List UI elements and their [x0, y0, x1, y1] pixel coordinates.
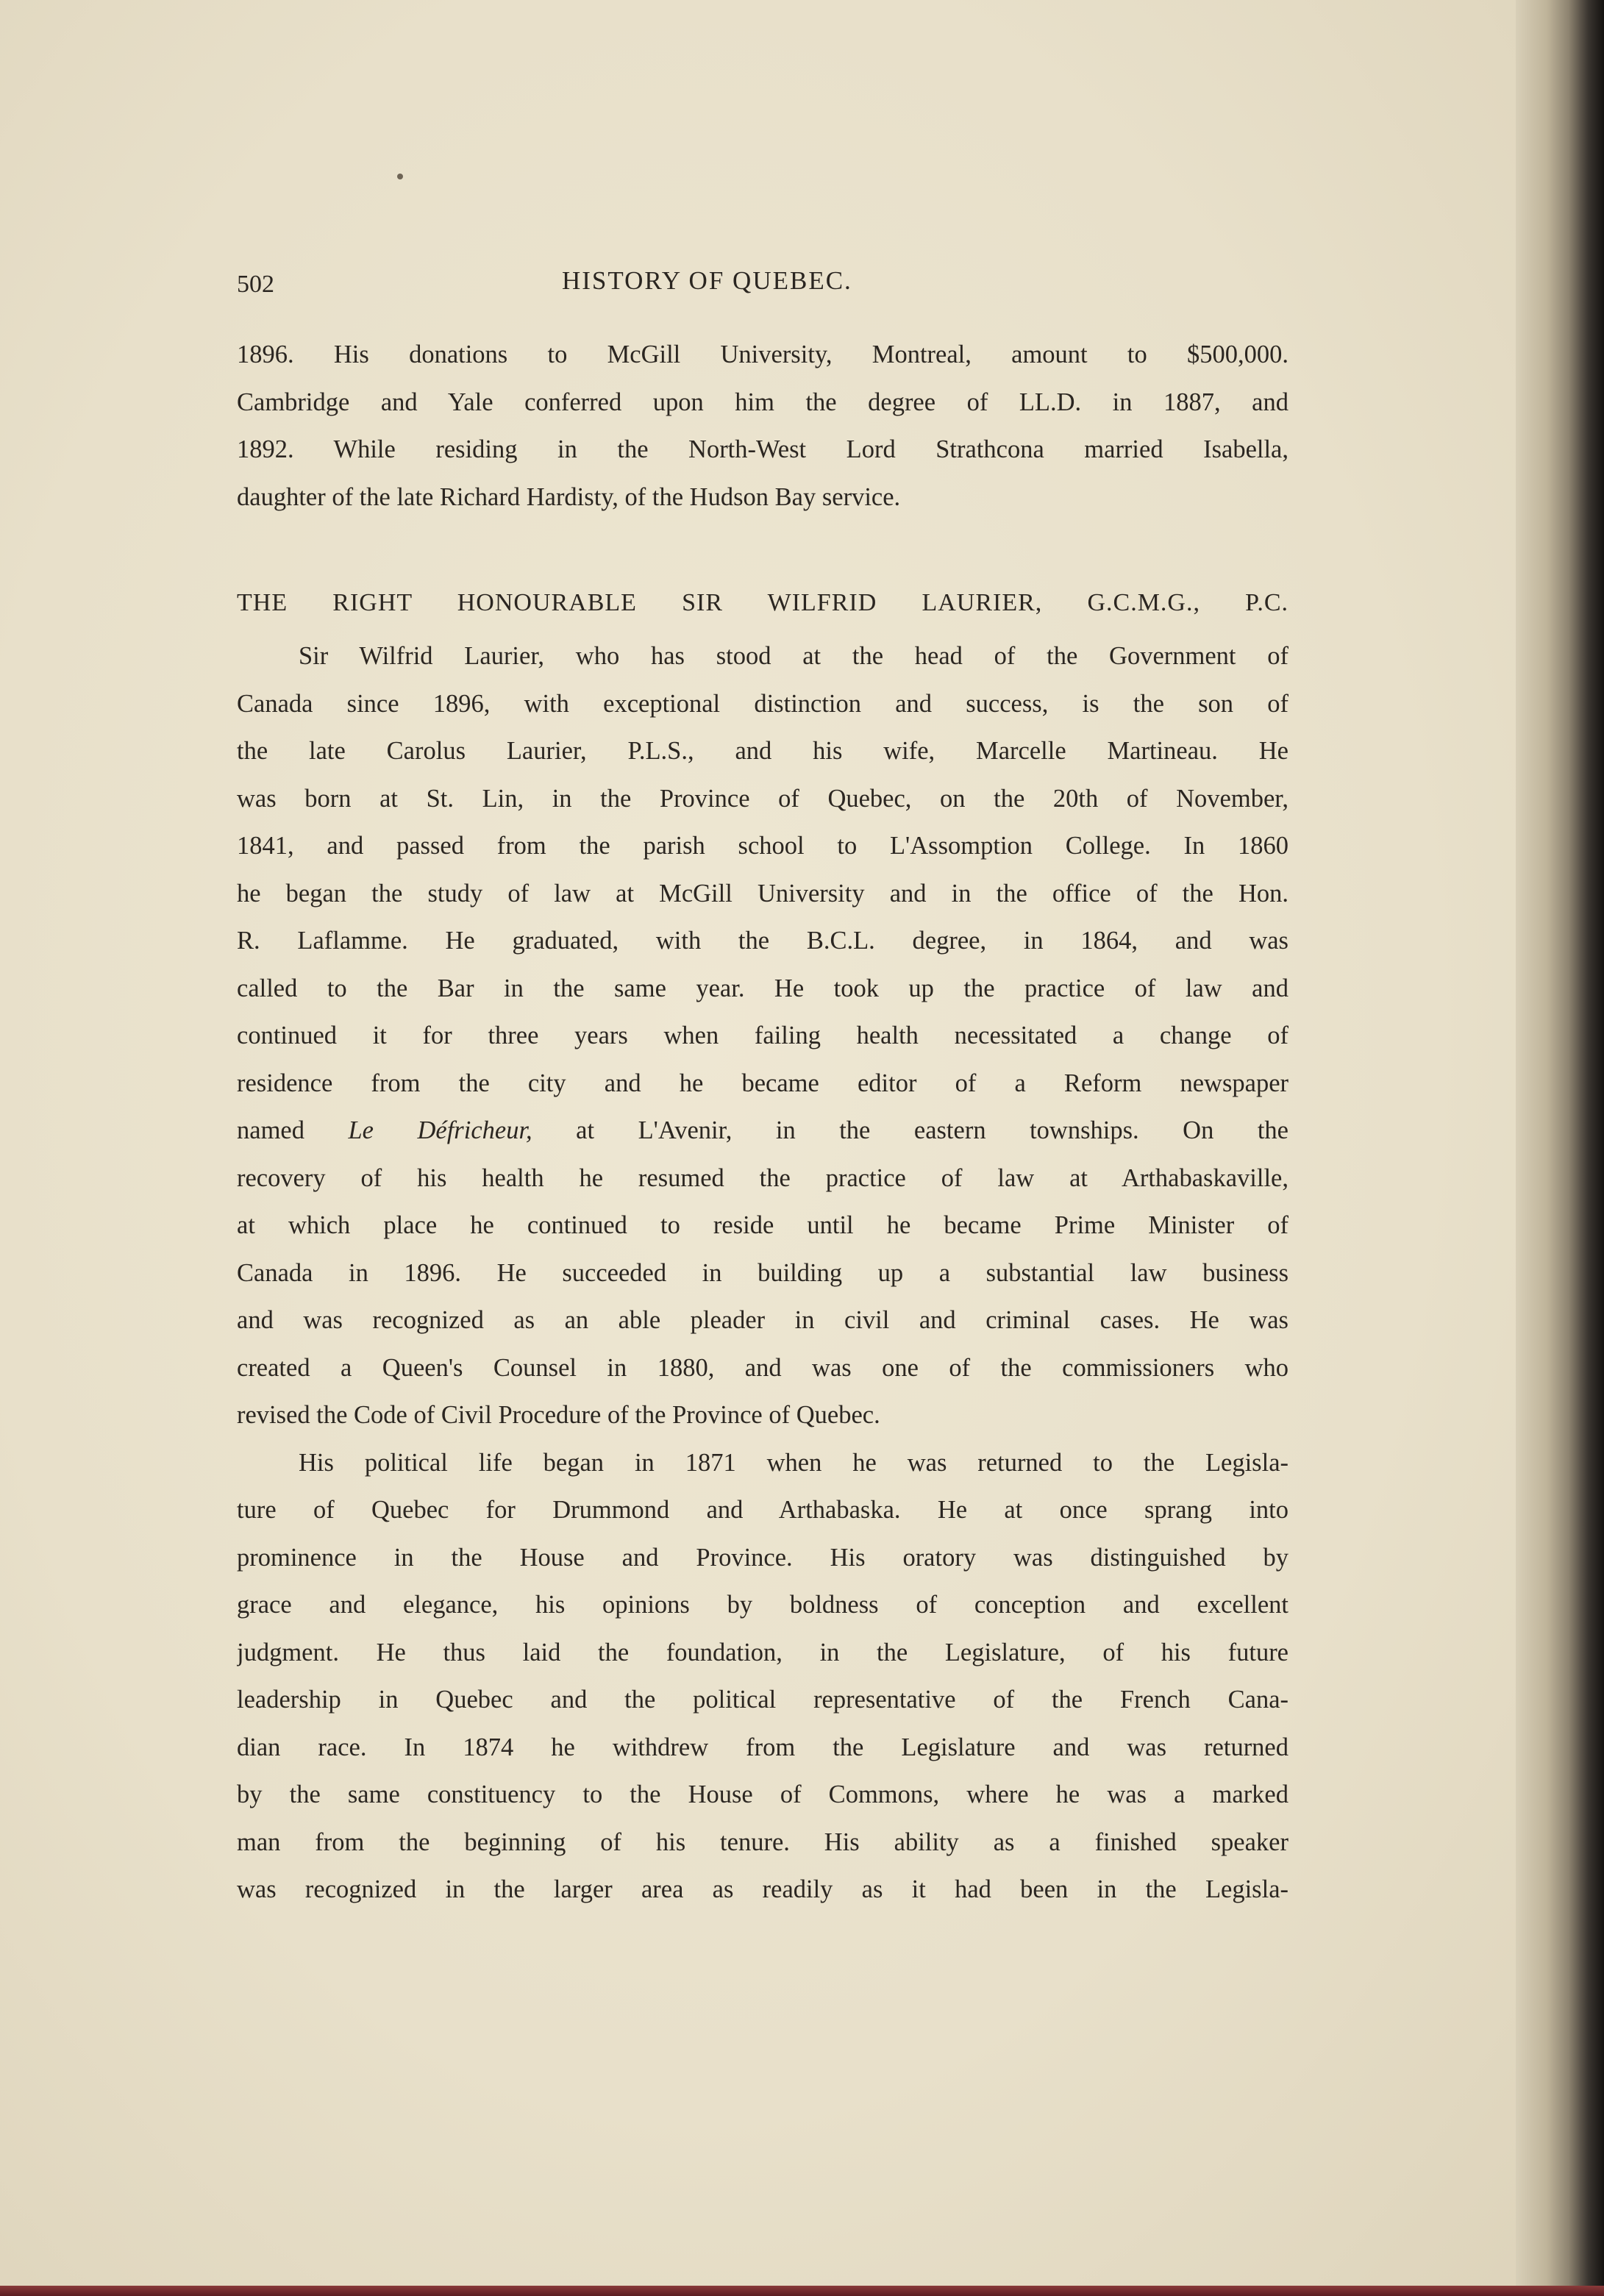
- text-line: judgment. He thus laid the foundation, in the Legislature, of his future: [237, 1638, 1288, 1666]
- text-line: he began the study of law at McGill University and in the office of the Hon.: [237, 879, 1288, 908]
- newspaper-title: Le Défricheur,: [348, 1116, 532, 1144]
- text-line: continued it for three years when failing health necessitated a change of: [237, 1022, 1288, 1049]
- text-line: R. Laflamme. He graduated, with the B.C.L. degree, in 1864, and was: [237, 927, 1288, 955]
- text-line: leadership in Quebec and the political representative of the French Cana-: [237, 1686, 1288, 1714]
- text-line: 1896. His donations to McGill University, Montreal, amount to $500,000.: [237, 341, 1288, 368]
- text-line: His political life began in 1871 when he was returned to the Legisla-: [299, 1448, 1288, 1477]
- text-line: the late Carolus Laurier, P.L.S., and his wife, Marcelle Martineau. He: [237, 737, 1288, 765]
- text-fragment: at L'Avenir, in the eastern townships. On the: [532, 1116, 1288, 1144]
- text-line: daughter of the late Richard Hardisty, of the Hudson Bay service.: [237, 482, 901, 511]
- text-line: grace and elegance, his opinions by boldness of conception and excellent: [237, 1591, 1288, 1619]
- text-line: Cambridge and Yale conferred upon him the degree of LL.D. in 1887, and: [237, 388, 1288, 416]
- book-spine-shadow: [1516, 0, 1604, 2296]
- text-line: prominence in the House and Province. His oratory was distinguished by: [237, 1543, 1288, 1572]
- text-line: 1841, and passed from the parish school to L'Assomption College. In 1860: [237, 832, 1288, 860]
- page-header: [237, 266, 1288, 310]
- text-line: Sir Wilfrid Laurier, who has stood at the head of the Government of: [299, 642, 1288, 670]
- text-line: called to the Bar in the same year. He took up the practice of law and: [237, 974, 1288, 1002]
- text-line: at which place he continued to reside until he became Prime Minister of: [237, 1211, 1288, 1239]
- text-line: by the same constituency to the House of Commons, where he was a marked: [237, 1780, 1288, 1808]
- text-line-newspaper: [237, 1107, 1288, 1155]
- text-line: residence from the city and he became editor of a Reform newspaper: [237, 1069, 1288, 1097]
- section-title: THE RIGHT HONOURABLE SIR WILFRID LAURIER, G.C.M.G., P.C.: [237, 589, 1288, 616]
- book-cover-edge: [0, 2286, 1604, 2296]
- text-line: recovery of his health he resumed the practice of law at Arthabaskaville,: [237, 1163, 1288, 1192]
- text-fragment: named: [237, 1116, 349, 1144]
- text-line: dian race. In 1874 he withdrew from the Legislature and was returned: [237, 1733, 1288, 1761]
- text-line: was born at St. Lin, in the Province of Quebec, on the 20th of November,: [237, 784, 1288, 813]
- text-line: was recognized in the larger area as readily as it had been in the Legisla-: [237, 1875, 1288, 1903]
- body-text: [237, 331, 1288, 1914]
- text-line: Canada in 1896. He succeeded in building up a substantial law business: [237, 1258, 1288, 1287]
- text-line: Canada since 1896, with exceptional distinction and success, is the son of: [237, 689, 1288, 718]
- text-line: created a Queen's Counsel in 1880, and was one of the commissioners who: [237, 1353, 1288, 1382]
- text-line: and was recognized as an able pleader in civil and criminal cases. He was: [237, 1306, 1288, 1334]
- text-line: 1892. While residing in the North-West Lord Strathcona married Isabella,: [237, 435, 1288, 463]
- text-line: ture of Quebec for Drummond and Arthabaska. He at once sprang into: [237, 1496, 1288, 1524]
- ink-speck: [397, 174, 403, 179]
- running-title: HISTORY OF QUEBEC.: [562, 266, 852, 295]
- page-number: 502: [237, 271, 274, 298]
- text-line: man from the beginning of his tenure. His ability as a finished speaker: [237, 1828, 1288, 1856]
- section-spacer: [237, 521, 1288, 580]
- text-line: revised the Code of Civil Procedure of the Province of Quebec.: [237, 1401, 880, 1429]
